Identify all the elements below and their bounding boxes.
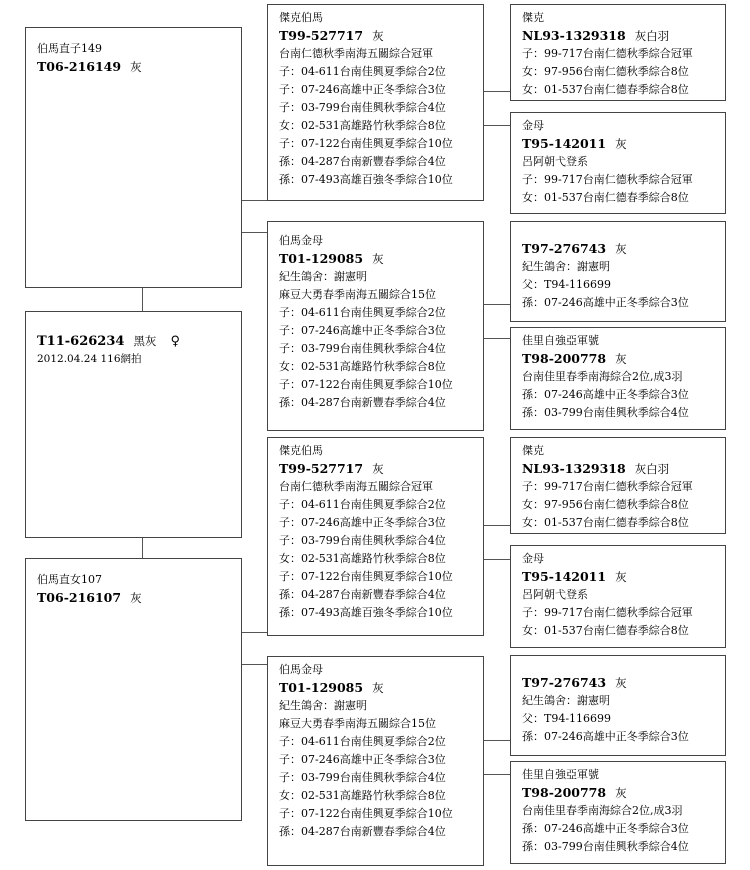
ggp-name: 佳里自強亞軍號	[522, 768, 599, 781]
gp-note: 子：07-122台南佳興夏季綜合10位	[279, 570, 453, 583]
subject-color: 黑灰	[133, 334, 157, 348]
subject-note: 2012.04.24 116網拍	[37, 353, 142, 365]
great-grandparent-box-4[interactable]	[510, 327, 726, 430]
connector-sire-subject	[142, 287, 143, 311]
dam-ring: T06-216107 灰	[37, 590, 142, 605]
great-grandparent-box-7[interactable]	[510, 655, 726, 756]
ggp-ring: T97-276743 灰	[522, 241, 627, 256]
great-grandparent-box-8[interactable]	[510, 761, 726, 864]
ggp-note: 台南佳里春季南海綜合2位,成3羽	[522, 370, 683, 383]
ggp-name: 佳里自強亞軍號	[522, 334, 599, 347]
connector-gp4-g7	[483, 740, 510, 741]
great-grandparent-box-6[interactable]	[510, 545, 726, 648]
gp-ring: T01-129085 灰	[279, 680, 384, 695]
ggp-note: 女：01-537台南仁德春季綜合8位	[522, 516, 689, 529]
granddam-sire-box[interactable]	[267, 221, 484, 431]
great-grandparent-box-2[interactable]	[510, 112, 726, 214]
ggp-color: 灰	[615, 242, 627, 256]
ggp-color: 灰	[615, 676, 627, 690]
connector-gp1-g2	[483, 125, 510, 126]
gp-note: 子：03-799台南佳興秋季綜合4位	[279, 771, 446, 784]
gp-name: 傑克伯馬	[279, 11, 323, 24]
ggp-ring: T98-200778 灰	[522, 785, 627, 800]
granddam-dam-box[interactable]	[267, 656, 484, 866]
sire-box[interactable]	[25, 27, 242, 288]
connector-subject-dam	[142, 537, 143, 558]
ggp-ring: T95-142011 灰	[522, 569, 627, 584]
ggp-name: 傑克	[522, 11, 544, 24]
gp-note: 女：02-531高雄路竹秋季綜合8位	[279, 360, 446, 373]
ggp-note: 女：97-956台南仁德秋季綜合8位	[522, 65, 689, 78]
ggp-color: 灰白羽	[634, 29, 670, 43]
gp-note: 子：04-611台南佳興夏季綜合2位	[279, 735, 446, 748]
gp-note: 孫：04-287台南新豐春季綜合4位	[279, 825, 446, 838]
gp-note: 子：03-799台南佳興秋季綜合4位	[279, 101, 446, 114]
gp-note: 女：02-531高雄路竹秋季綜合8位	[279, 119, 446, 132]
subject-box[interactable]	[25, 311, 242, 538]
gp-note: 女：02-531高雄路竹秋季綜合8位	[279, 552, 446, 565]
ggp-ring: T95-142011 灰	[522, 136, 627, 151]
gp-note: 台南仁德秋季南海五關綜合冠軍	[279, 480, 433, 493]
gp-note: 孫：04-287台南新豐春季綜合4位	[279, 396, 446, 409]
gp-note: 子：07-246高雄中正冬季綜合3位	[279, 753, 446, 766]
connector-dam-gp4	[241, 664, 267, 665]
gp-note: 孫：04-287台南新豐春季綜合4位	[279, 155, 446, 168]
gp-note: 子：03-799台南佳興秋季綜合4位	[279, 342, 446, 355]
ggp-color: 灰	[615, 570, 627, 584]
gp-note: 孫：07-493高雄百強冬季綜合10位	[279, 606, 453, 619]
gp-color: 灰	[372, 462, 384, 476]
gp-note: 子：03-799台南佳興秋季綜合4位	[279, 534, 446, 547]
gp-name: 伯馬金母	[279, 663, 323, 676]
gp-name: 傑克伯馬	[279, 444, 323, 457]
connector-gp1-g1	[483, 91, 510, 92]
ggp-color: 灰白羽	[634, 462, 670, 476]
ggp-name: 金母	[522, 552, 544, 565]
grandsire-sire-box[interactable]	[267, 4, 484, 201]
dam-name: 伯馬直女107	[37, 573, 102, 586]
ggp-ring: T98-200778 灰	[522, 351, 627, 366]
ggp-note: 子：99-717台南仁德秋季綜合冠軍	[522, 173, 693, 186]
gp-note: 子：07-122台南佳興夏季綜合10位	[279, 137, 453, 150]
gp-note: 女：02-531高雄路竹秋季綜合8位	[279, 789, 446, 802]
ggp-note: 紀生鴿舍：謝憲明	[522, 260, 610, 273]
gp-note: 子：07-246高雄中正冬季綜合3位	[279, 83, 446, 96]
ggp-name: 金母	[522, 119, 544, 132]
ggp-note: 子：99-717台南仁德秋季綜合冠軍	[522, 606, 693, 619]
ggp-note: 子：99-717台南仁德秋季綜合冠軍	[522, 480, 693, 493]
ggp-note: 父：T94-116699	[522, 278, 612, 291]
ggp-note: 女：01-537台南仁德春季綜合8位	[522, 191, 689, 204]
gp-ring: T99-527717 灰	[279, 28, 384, 43]
ggp-note: 女：01-537台南仁德春季綜合8位	[522, 624, 689, 637]
sire-ring: T06-216149 灰	[37, 59, 142, 74]
gp-note: 紀生鴿舍：謝憲明	[279, 270, 367, 283]
connector-dam-gp3	[241, 632, 267, 633]
ggp-color: 灰	[615, 786, 627, 800]
ggp-note: 台南佳里春季南海綜合2位,成3羽	[522, 804, 683, 817]
gp-note: 子：04-611台南佳興夏季綜合2位	[279, 498, 446, 511]
gp-name: 伯馬金母	[279, 234, 323, 247]
ggp-ring: NL93-1329318 灰白羽	[522, 28, 670, 43]
dam-box[interactable]	[25, 558, 242, 821]
ggp-note: 孫：07-246高雄中正冬季綜合3位	[522, 822, 689, 835]
gp-note: 子：07-122台南佳興夏季綜合10位	[279, 378, 453, 391]
ggp-note: 呂阿朝弋登系	[522, 588, 588, 601]
ggp-note: 父：T94-116699	[522, 712, 612, 725]
ggp-note: 女：97-956台南仁德秋季綜合8位	[522, 498, 689, 511]
gp-note: 麻豆大勇春季南海五關綜合15位	[279, 288, 436, 301]
sire-color: 灰	[130, 60, 142, 74]
ggp-note: 女：01-537台南仁德春季綜合8位	[522, 83, 689, 96]
gp-note: 子：04-611台南佳興夏季綜合2位	[279, 65, 446, 78]
connector-sire-gp2	[241, 232, 267, 233]
connector-gp3-g5	[483, 525, 510, 526]
ggp-note: 孫：07-246高雄中正冬季綜合3位	[522, 296, 689, 309]
great-grandparent-box-5[interactable]	[510, 437, 726, 534]
gp-note: 子：04-611台南佳興夏季綜合2位	[279, 306, 446, 319]
gp-color: 灰	[372, 252, 384, 266]
dam-color: 灰	[130, 591, 142, 605]
ggp-note: 子：99-717台南仁德秋季綜合冠軍	[522, 47, 693, 60]
ggp-note: 孫：07-246高雄中正冬季綜合3位	[522, 388, 689, 401]
gp-note: 台南仁德秋季南海五關綜合冠軍	[279, 47, 433, 60]
ggp-note: 孫：03-799台南佳興秋季綜合4位	[522, 406, 689, 419]
ggp-note: 孫：07-246高雄中正冬季綜合3位	[522, 730, 689, 743]
subject-ring: T11-626234 黑灰 ♀	[37, 334, 180, 349]
ggp-ring: T97-276743 灰	[522, 675, 627, 690]
ggp-name: 傑克	[522, 444, 544, 457]
ggp-note: 孫：03-799台南佳興秋季綜合4位	[522, 840, 689, 853]
female-symbol-icon: ♀	[170, 334, 180, 349]
gp-ring: T01-129085 灰	[279, 251, 384, 266]
connector-gp2-g3	[483, 304, 510, 305]
ggp-color: 灰	[615, 137, 627, 151]
gp-ring: T99-527717 灰	[279, 461, 384, 476]
connector-gp4-g8	[483, 774, 510, 775]
connector-sire-gp1	[241, 200, 267, 201]
gp-note: 麻豆大勇春季南海五關綜合15位	[279, 717, 436, 730]
ggp-color: 灰	[615, 352, 627, 366]
ggp-ring: NL93-1329318 灰白羽	[522, 461, 670, 476]
great-grandparent-box-1[interactable]	[510, 4, 726, 101]
gp-note: 孫：04-287台南新豐春季綜合4位	[279, 588, 446, 601]
gp-note: 紀生鴿舍：謝憲明	[279, 699, 367, 712]
gp-note: 子：07-122台南佳興夏季綜合10位	[279, 807, 453, 820]
ggp-note: 紀生鴿舍：謝憲明	[522, 694, 610, 707]
sire-name: 伯馬直子149	[37, 42, 102, 55]
gp-color: 灰	[372, 681, 384, 695]
connector-gp3-g6	[483, 559, 510, 560]
gp-note: 子：07-246高雄中正冬季綜合3位	[279, 516, 446, 529]
connector-gp2-g4	[483, 338, 510, 339]
gp-color: 灰	[372, 29, 384, 43]
gp-note: 子：07-246高雄中正冬季綜合3位	[279, 324, 446, 337]
grandsire-dam-box[interactable]	[267, 437, 484, 636]
ggp-note: 呂阿朝弋登系	[522, 155, 588, 168]
great-grandparent-box-3[interactable]	[510, 221, 726, 322]
gp-note: 孫：07-493高雄百強冬季綜合10位	[279, 173, 453, 186]
